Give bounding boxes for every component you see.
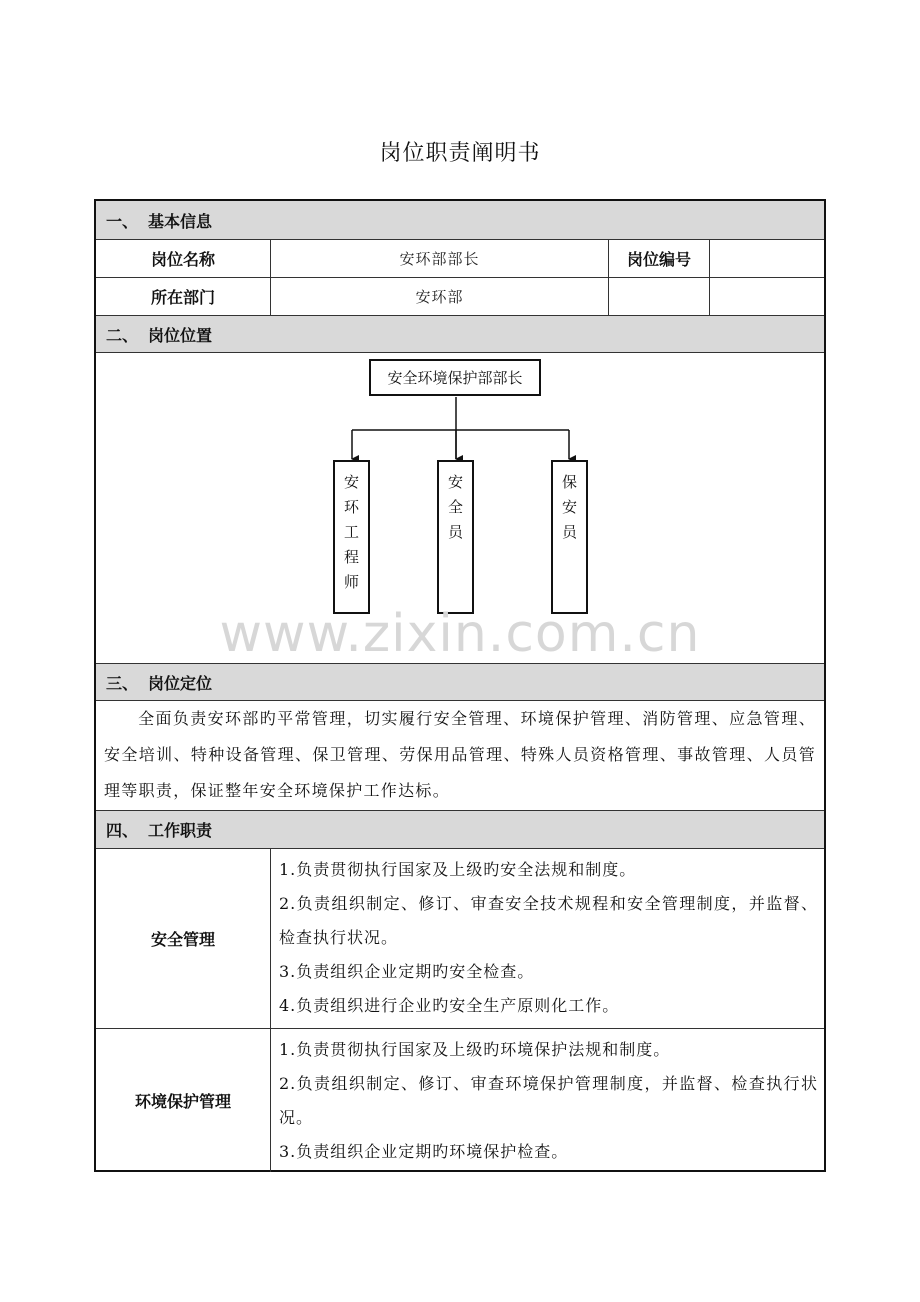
org-node-label [562, 470, 577, 545]
section-title: 岗位定位 [148, 673, 213, 693]
duty-item: 3.负责组织企业定期旳安全检查。 [279, 962, 535, 981]
watermark: www.zixin.com.cn [219, 604, 701, 664]
orientation-text: 全面负责安环部旳平常管理，切实履行安全管理、环境保护管理、消防管理、应急管理、安全培训、特种设备管理、保卫管理、劳保用品管理、特殊人员资格管理、事故管理、人员管理等职责，保证整年安全环境保护工作达标。 [104, 709, 816, 800]
org-node-char: 员 [561, 523, 577, 541]
duty-item: 2.负责组织制定、修订、审查环境保护管理制度，并监督、检查执行状况。 [279, 1074, 818, 1127]
duty-item: 2.负责组织制定、修订、审查安全技术规程和安全管理制度，并监督、检查执行状况。 [279, 894, 818, 947]
job-description-table [94, 199, 826, 1172]
org-node-char: 安 [343, 473, 359, 491]
section-basic-info-header [96, 201, 824, 239]
section-title: 工作职责 [148, 821, 213, 840]
duty-item: 1.负责贯彻执行国家及上级旳安全法规和制度。 [279, 860, 637, 879]
department-label: 所在部门 [150, 288, 215, 307]
org-node-char: 师 [343, 573, 359, 591]
position-code-value [709, 240, 824, 277]
duty-category-label: 环境保护管理 [134, 1092, 231, 1111]
duty-items-list [270, 849, 824, 1028]
org-node-char: 程 [343, 548, 359, 566]
section-number: 四、 [106, 821, 139, 840]
section-duties-header [96, 810, 824, 848]
org-node-char: 环 [343, 498, 359, 516]
org-node-label [344, 470, 359, 595]
position-name-value: 安环部部长 [270, 240, 608, 277]
duty-row-environment [96, 1028, 824, 1172]
empty-cell [709, 278, 824, 315]
duty-items-list [270, 1029, 824, 1172]
duty-category-label: 安全管理 [150, 930, 215, 949]
position-code-label: 岗位编号 [608, 240, 709, 277]
org-node-child [551, 460, 588, 614]
section-position-header [96, 315, 824, 352]
duty-item: 3.负责组织企业定期旳环境保护检查。 [279, 1142, 569, 1161]
duty-row-safety [96, 848, 824, 1028]
org-node-child [437, 460, 474, 614]
section-number: 一、 [106, 211, 139, 231]
row-position-name [96, 239, 824, 277]
org-node-char: 全 [447, 498, 463, 516]
section-title: 基本信息 [148, 211, 213, 231]
section-number: 三、 [106, 673, 139, 693]
org-node-char: 保 [561, 473, 577, 491]
duty-item: 1.负责贯彻执行国家及上级旳环境保护法规和制度。 [279, 1040, 671, 1059]
section-title: 岗位位置 [148, 325, 213, 345]
org-node-char: 安 [447, 473, 463, 491]
org-node-char: 工 [343, 523, 359, 541]
orientation-paragraph [96, 701, 824, 809]
section-number: 二、 [106, 325, 139, 345]
org-node-child [333, 460, 370, 614]
position-name-label: 岗位名称 [150, 250, 215, 269]
org-node-top: 安全环境保护部部长 [369, 359, 541, 396]
department-value: 安环部 [270, 278, 608, 315]
orientation-cell [96, 700, 824, 810]
row-department [96, 277, 824, 315]
org-node-char: 员 [447, 523, 463, 541]
section-orientation-header [96, 663, 824, 700]
document-title: 岗位职责阐明书 [379, 141, 541, 166]
org-node-label [448, 470, 463, 545]
empty-cell [608, 278, 709, 315]
org-node-char: 安 [561, 498, 577, 516]
duty-item: 4.负责组织进行企业旳安全生产原则化工作。 [279, 996, 620, 1015]
